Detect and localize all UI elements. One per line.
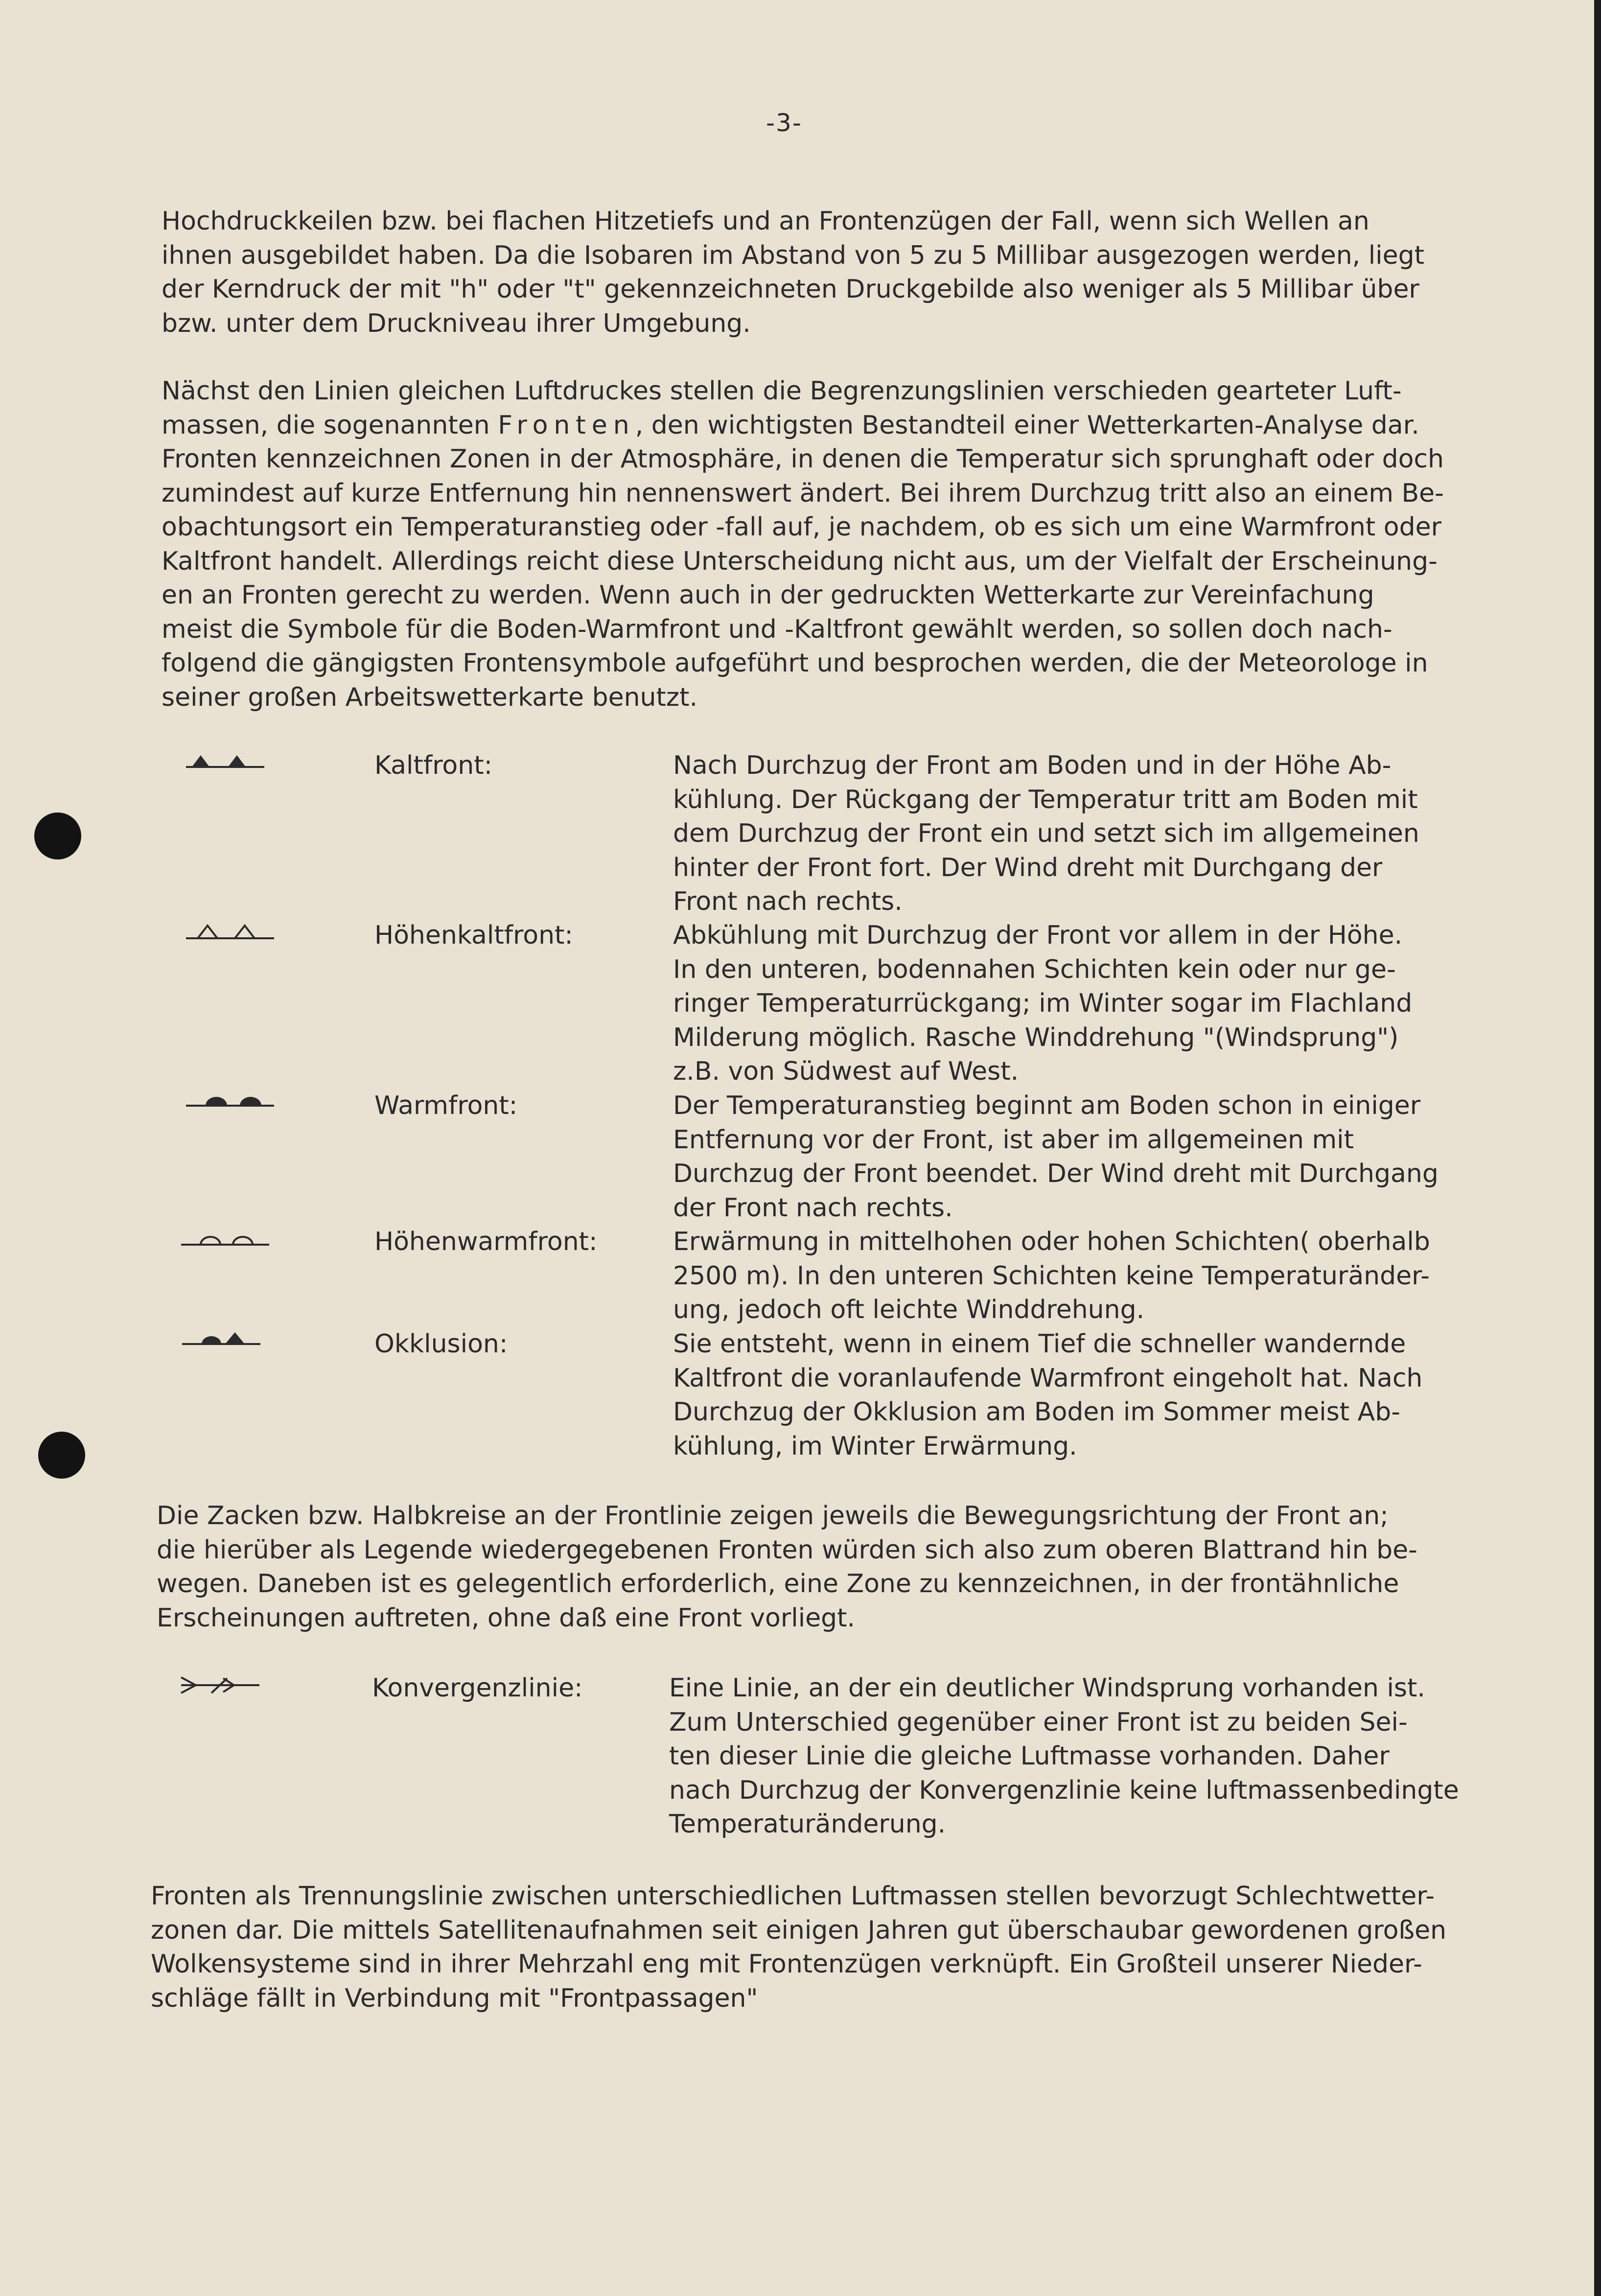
text-line: kühlung, im Winter Erwärmung. (673, 1431, 1077, 1461)
text-line: z.B. von Südwest auf West. (673, 1057, 1019, 1086)
text-line: seiner großen Arbeitswetterkarte benutzt. (162, 682, 698, 712)
upper-cold-front-icon (186, 923, 284, 942)
page-edge (1594, 0, 1601, 2296)
upper-warm-front-icon (181, 1230, 279, 1250)
text-line: dem Durchzug der Front ein und setzt sich im allgemeinen (673, 819, 1419, 848)
punch-hole-lower (38, 1432, 85, 1479)
text-line: Erwärmung in mittelhohen oder hohen Schichten( oberhalb (673, 1227, 1430, 1256)
text-line: ihnen ausgebildet haben. Da die Isobaren im Abstand von 5 zu 5 Millibar ausgezogen werden, liegt (162, 240, 1425, 270)
legend-description (669, 1671, 1459, 1842)
text-line: die hierüber als Legende wiedergegebenen Fronten würden sich also zum oberen Blattrand hin be- (157, 1535, 1417, 1565)
text-line: Zum Unterschied gegenüber einer Front ist zu beiden Sei- (669, 1707, 1408, 1737)
legend-description (673, 1225, 1437, 1327)
text-line: Die Zacken bzw. Halbkreise an der Frontlinie zeigen jeweils die Bewegungsrichtung der Front an; (157, 1501, 1389, 1531)
legend-description (673, 1089, 1437, 1225)
punch-hole-upper (34, 812, 81, 859)
text-line: schläge fällt in Verbindung mit "Frontpassagen" (151, 1983, 758, 2013)
text-line: Fronten kennzeichnen Zonen in der Atmosphäre, in denen die Temperatur sich sprunghaft oder doch (162, 444, 1444, 474)
text-line: ten dieser Linie die gleiche Luftmasse vorhanden. Daher (669, 1741, 1390, 1771)
text-line: Nächst den Linien gleichen Luftdruckes stellen die Begrenzungslinien verschieden gearteter Luft- (162, 376, 1402, 406)
text-line: der Kerndruck der mit "h" oder "t" gekennzeichneten Druckgebilde also weniger als 5 Millibar über (162, 275, 1419, 304)
text-line: Kaltfront die voranlaufende Warmfront eingeholt hat. Nach (673, 1363, 1423, 1393)
convergence-line-icon (176, 1674, 274, 1694)
text-line: folgend die gängigsten Frontensymbole aufgeführt und besprochen werden, die der Meteorologe in (162, 649, 1428, 678)
text-line: Kaltfront handelt. Allerdings reicht diese Unterscheidung nicht aus, um der Vielfalt der Erscheinung- (162, 546, 1438, 576)
text-line: Front nach rechts. (673, 887, 903, 916)
text-line: en an Fronten gerecht zu werden. Wenn auch in der gedruckten Wetterkarte zur Vereinfachung (162, 580, 1374, 610)
text-line: zumindest auf kurze Entfernung hin nennenswert ändert. Bei ihrem Durchzug tritt also an einem Be- (162, 478, 1444, 508)
legend-term: Warmfront: (374, 1091, 518, 1120)
text-line: Durchzug der Okklusion am Boden im Sommer meist Ab- (673, 1397, 1401, 1427)
text-line (162, 409, 1434, 443)
text-line: 2500 m). In den unteren Schichten keine Temperaturänder- (673, 1261, 1430, 1291)
paragraph-2 (162, 374, 1444, 715)
occlusion-icon (182, 1329, 280, 1349)
paragraph-3 (157, 1499, 1429, 1635)
text-line: hinter der Front fort. Der Wind dreht mit Durchgang der (673, 853, 1383, 882)
text-line: Der Temperaturanstieg beginnt am Boden schon in einiger (673, 1091, 1421, 1120)
text-line: Milderung möglich. Rasche Winddrehung "(Windsprung") (673, 1022, 1399, 1052)
legend-description (673, 919, 1437, 1089)
paragraph-4 (151, 1879, 1447, 2016)
legend-term: Höhenwarmfront: (374, 1227, 598, 1256)
text-line: Temperaturänderung. (669, 1809, 946, 1839)
paragraph-1 (162, 205, 1434, 341)
text-line: Wolkensysteme sind in ihrer Mehrzahl eng mit Frontenzügen verknüpft. Ein Großteil unserer Nieder- (151, 1949, 1422, 1979)
text-line: Fronten als Trennungslinie zwischen unterschiedlichen Luftmassen stellen bevorzugt Schlechtwetter- (151, 1881, 1435, 1911)
text-line: kühlung. Der Rückgang der Temperatur tritt am Boden mit (673, 785, 1418, 814)
legend-term: Kaltfront: (374, 751, 493, 780)
legend-term: Höhenkaltfront: (374, 921, 573, 950)
text-line: obachtungsort ein Temperaturanstieg oder -fall auf, je nachdem, ob es sich um eine Warmfront oder (162, 512, 1441, 542)
text-line: Hochdruckkeilen bzw. bei flachen Hitzetiefs und an Frontenzügen der Fall, wenn sich Wellen an (162, 207, 1369, 236)
text-fragment: , den wichtigsten Bestandteil einer Wetterkarten-Analyse dar. (635, 410, 1419, 440)
legend-term: Konvergenzlinie: (372, 1673, 583, 1703)
text-line: nach Durchzug der Konvergenzlinie keine luftmassenbedingte (669, 1775, 1459, 1805)
text-line: Sie entsteht, wenn in einem Tief die schneller wandernde (673, 1329, 1406, 1359)
cold-front-icon (186, 751, 284, 771)
text-fragment: massen, die sogenannten (162, 410, 498, 440)
page-number: -3- (766, 109, 802, 137)
text-line: ringer Temperaturrückgang; im Winter sogar im Flachland (673, 989, 1413, 1018)
legend-description (673, 749, 1437, 919)
legend-description (673, 1327, 1437, 1463)
text-line: Erscheinungen auftreten, ohne daß eine Front vorliegt. (157, 1603, 856, 1633)
text-line: zonen dar. Die mittels Satellitenaufnahmen seit einigen Jahren gut überschaubar gewordenen großen (151, 1915, 1447, 1945)
text-line: Nach Durchzug der Front am Boden und in der Höhe Ab- (673, 751, 1392, 780)
text-line: In den unteren, bodennahen Schichten kein oder nur ge- (673, 954, 1396, 984)
text-line: Eine Linie, an der ein deutlicher Windsprung vorhanden ist. (669, 1673, 1425, 1703)
text-line: Entfernung vor der Front, ist aber im allgemeinen mit (673, 1125, 1354, 1155)
text-line: Abkühlung mit Durchzug der Front vor allem in der Höhe. (673, 921, 1403, 950)
legend-term: Okklusion: (374, 1329, 508, 1359)
text-line: der Front nach rechts. (673, 1193, 953, 1223)
text-line: meist die Symbole für die Boden-Warmfront und -Kaltfront gewählt werden, so sollen doch nach- (162, 614, 1392, 644)
text-line: ung, jedoch oft leichte Winddrehung. (673, 1295, 1145, 1324)
text-line: bzw. unter dem Druckniveau ihrer Umgebung. (162, 308, 751, 338)
text-line: Durchzug der Front beendet. Der Wind dreht mit Durchgang (673, 1159, 1439, 1188)
warm-front-icon (186, 1091, 284, 1111)
text-line: wegen. Daneben ist es gelegentlich erforderlich, eine Zone zu kennzeichnen, in der frontähnliche (157, 1569, 1399, 1599)
emphasized-word: Fronten (498, 410, 635, 440)
